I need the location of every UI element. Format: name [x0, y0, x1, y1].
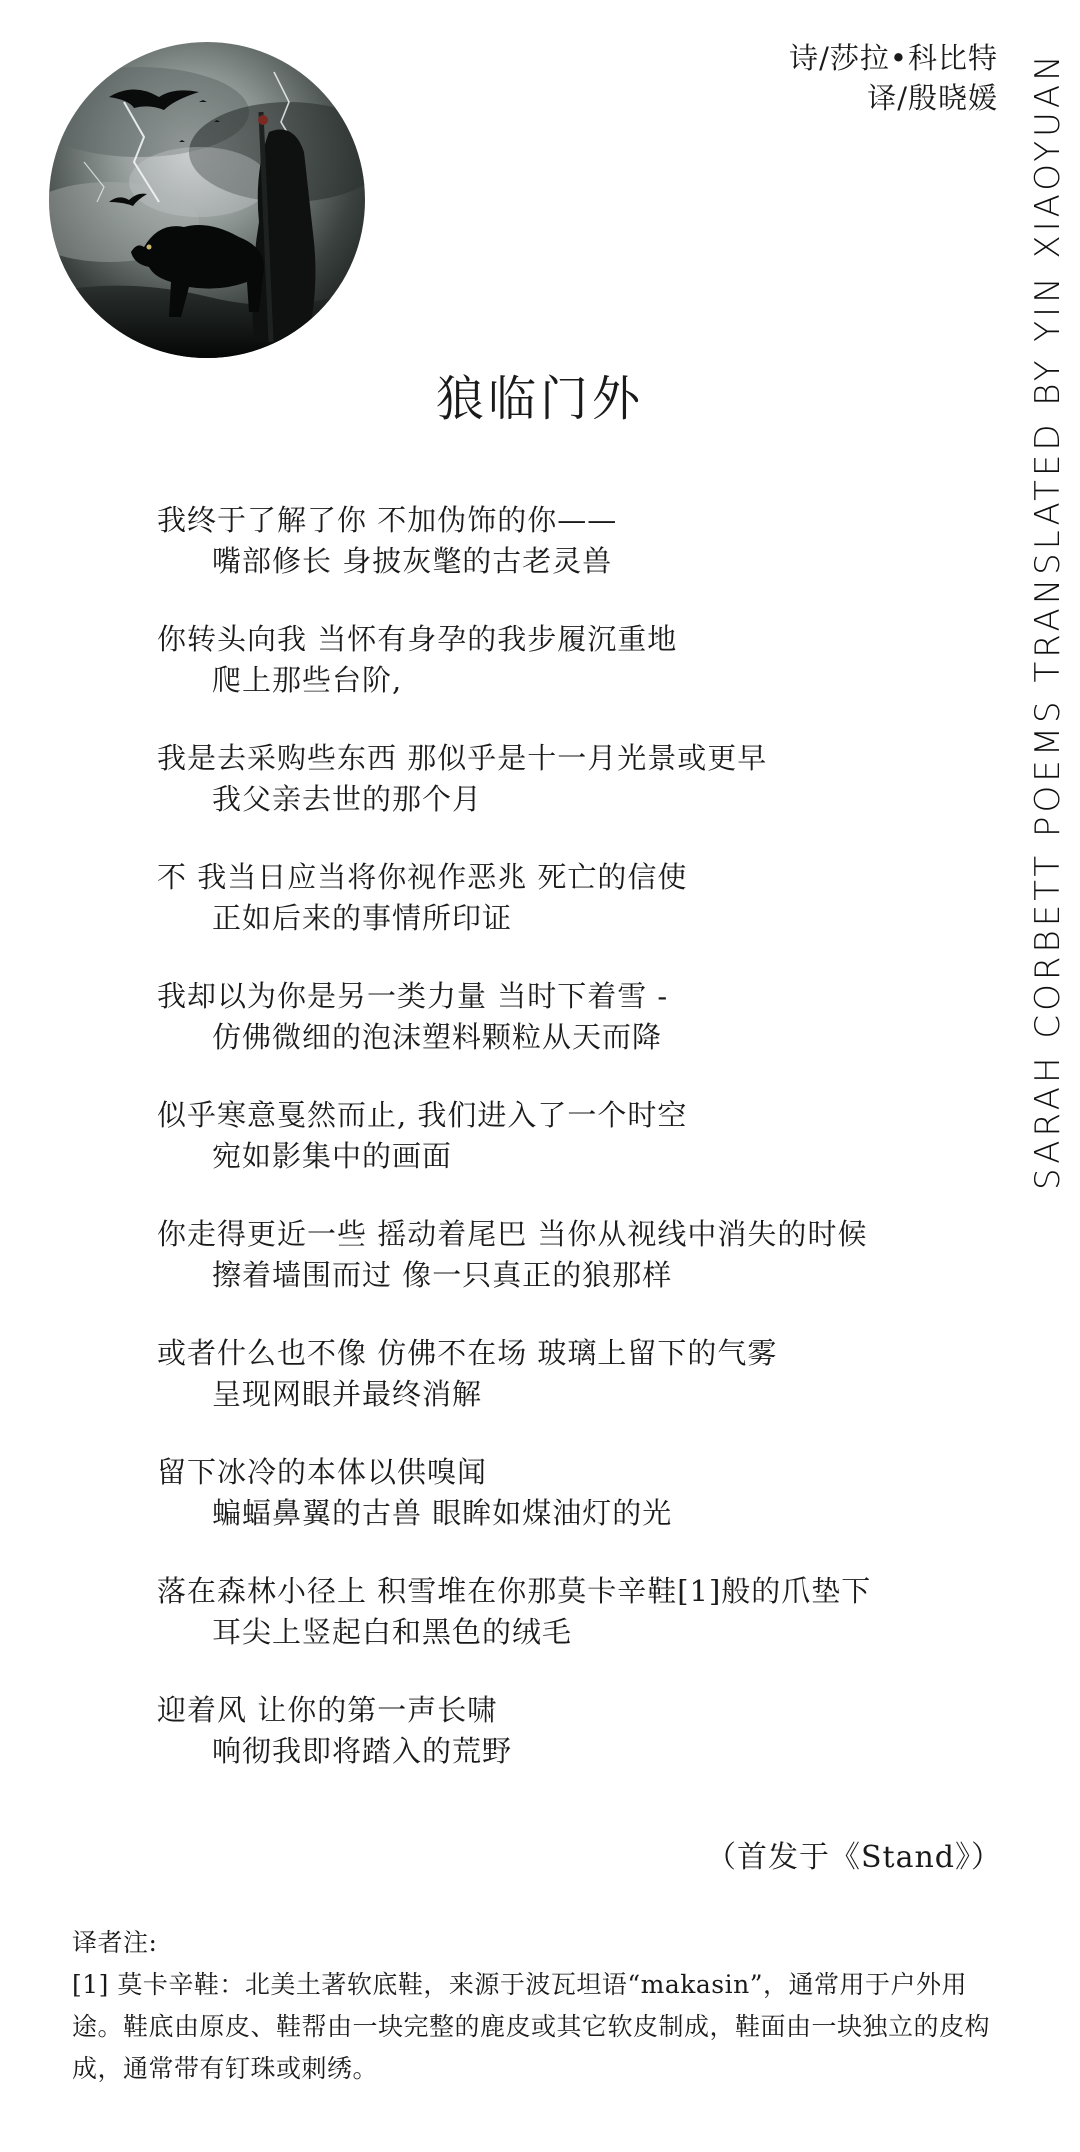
stanza: [157, 976, 1017, 1058]
stanza: [157, 1452, 1017, 1534]
poem-line: 我却以为你是另一类力量 当时下着雪 -: [157, 979, 669, 1013]
poem-line: 擦着墙围而过 像一只真正的狼那样: [212, 1258, 673, 1292]
poem-line: 仿佛微细的泡沫塑料颗粒从天而降: [212, 1020, 663, 1054]
poem-title: 狼临门外: [435, 371, 644, 427]
translator-credit: 译/殷晓媛: [867, 81, 998, 115]
poem-line: 我是去采购些东西 那似乎是十一月光景或更早: [157, 741, 768, 775]
stanza: [157, 857, 1017, 939]
poem-line: 爬上那些台阶,: [212, 663, 403, 697]
poem-body: [157, 500, 1017, 1809]
stanza: [157, 738, 1017, 820]
stanza: [157, 1571, 1017, 1653]
poem-line: 宛如影集中的画面: [212, 1139, 453, 1173]
poem-line: 嘴部修长 身披灰氅的古老灵兽: [212, 544, 613, 578]
stanza: [157, 1095, 1017, 1177]
poem-line: 我终于了解了你 不加伪饰的你——: [157, 503, 618, 537]
stanza: [157, 1214, 1017, 1296]
poem-line: 耳尖上竖起白和黑色的绒毛: [212, 1615, 573, 1649]
stanza: [157, 1333, 1017, 1415]
publication-source: （首发于《Stand》）: [705, 1840, 1002, 1875]
stanza: [157, 1690, 1017, 1772]
poem-line: 蝙蝠鼻翼的古兽 眼眸如煤油灯的光: [212, 1496, 673, 1530]
notes-body: [1] 莫卡辛鞋：北美土著软底鞋，来源于波瓦坦语“makasin”，通常用于户外用途。鞋底由原皮、鞋帮由一块完整的鹿皮或其它软皮制成，鞋面由一块独立的皮构成，通常带有钉珠或刺绣。: [72, 1970, 991, 2083]
poem-line: 迎着风 让你的第一声长啸: [157, 1693, 498, 1727]
wolf-storm-illustration: [49, 42, 365, 358]
credits: [789, 38, 998, 118]
notes-heading: 译者注:: [72, 1928, 158, 1957]
stanza: [157, 500, 1017, 582]
poet-credit: 诗/莎拉•科比特: [789, 41, 998, 75]
poem-line: 我父亲去世的那个月: [212, 782, 483, 816]
stanza: [157, 619, 1017, 701]
poem-line: 响彻我即将踏入的荒野: [212, 1734, 513, 1768]
poem-line: 留下冰冷的本体以供嗅闻: [157, 1455, 488, 1489]
poem-line: 或者什么也不像 仿佛不在场 玻璃上留下的气雾: [157, 1336, 778, 1370]
poem-line: 正如后来的事情所印证: [212, 901, 513, 935]
poem-line: 你走得更近一些 摇动着尾巴 当你从视线中消失的时候: [157, 1217, 868, 1251]
poem-line: 似乎寒意戛然而止, 我们进入了一个时空: [157, 1098, 688, 1132]
poem-line: 你转头向我 当怀有身孕的我步履沉重地: [157, 622, 678, 656]
vertical-caption-text: SARAH CORBETT POEMS TRANSLATED BY YIN XIAOYUAN: [1028, 51, 1068, 1190]
emblem-image: [49, 42, 365, 358]
translator-notes: [72, 1922, 1012, 2090]
poem-line: 不 我当日应当将你视作恶兆 死亡的信使: [157, 860, 688, 894]
poem-line: 呈现网眼并最终消解: [212, 1377, 483, 1411]
poem-line: 落在森林小径上 积雪堆在你那莫卡辛鞋[1]般的爪垫下: [157, 1574, 872, 1608]
